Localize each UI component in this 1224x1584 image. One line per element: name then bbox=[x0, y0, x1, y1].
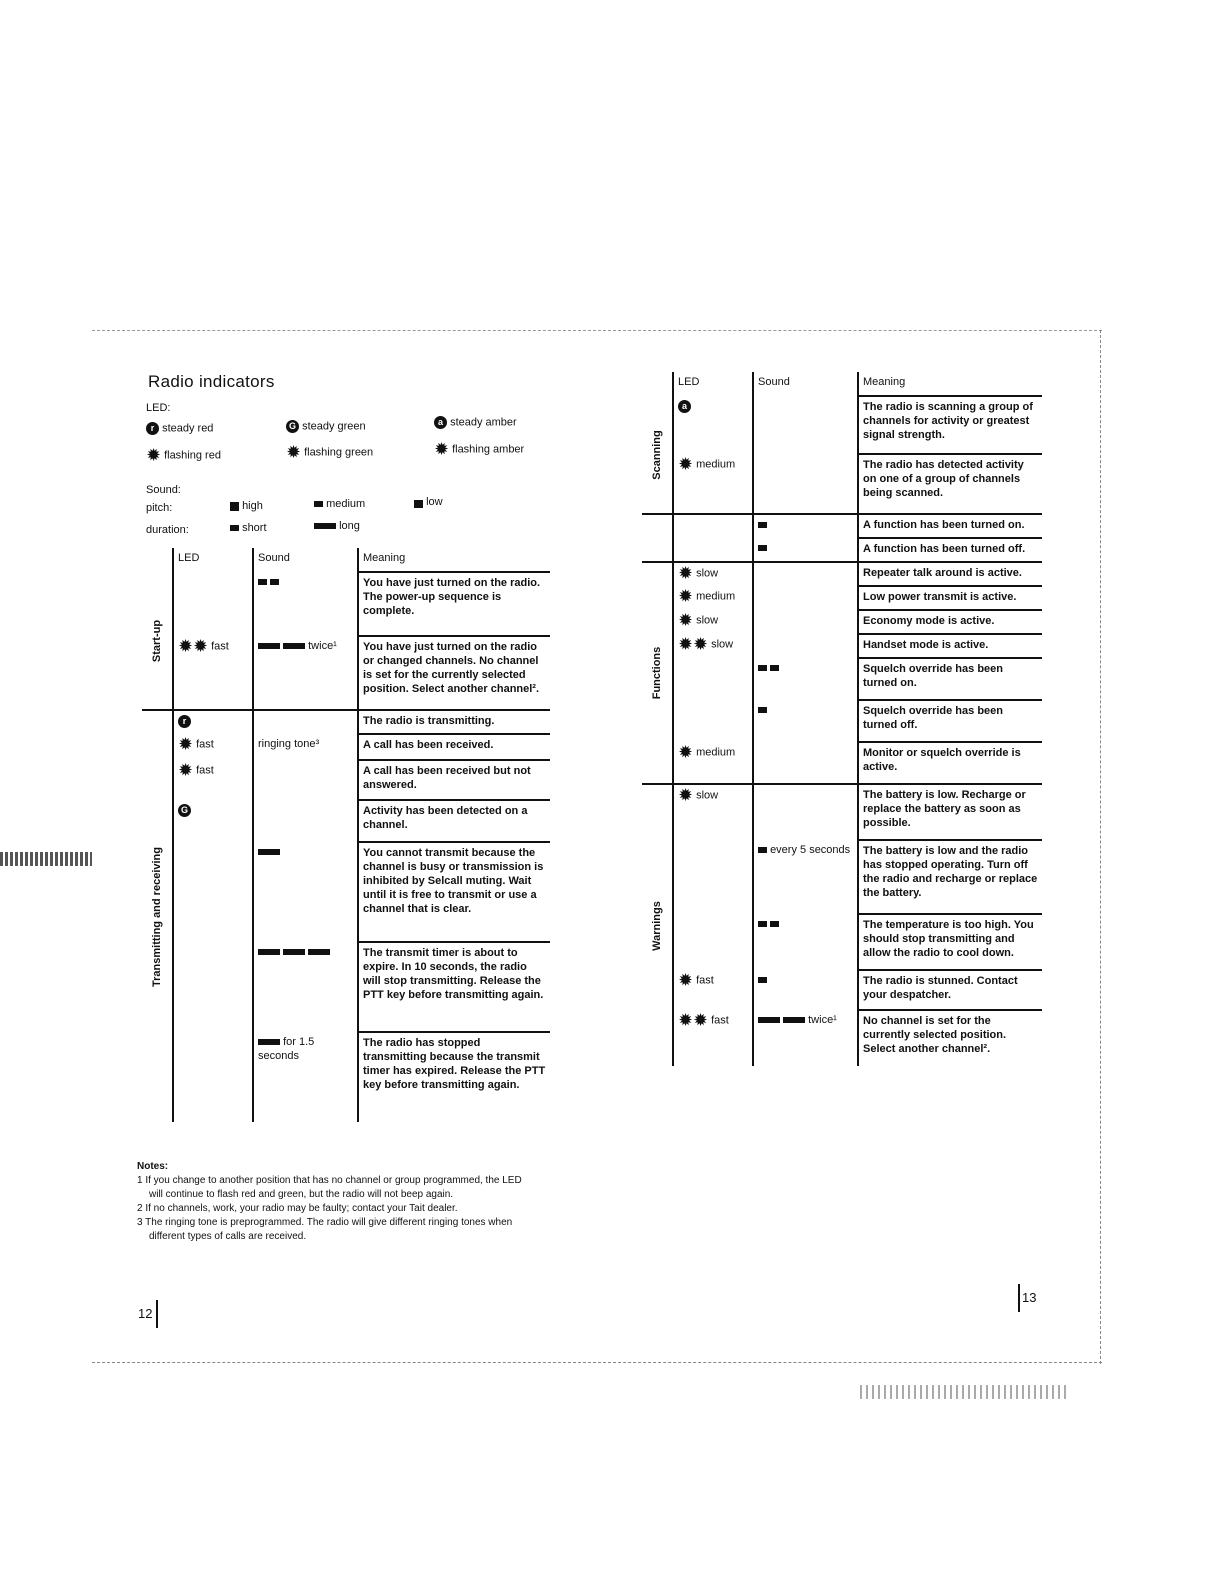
long-tone-icon bbox=[283, 949, 305, 955]
long-tone-icon bbox=[258, 849, 280, 855]
page-number-left: 12 bbox=[138, 1306, 153, 1321]
legend-pitch-medium bbox=[314, 498, 365, 510]
sound-cell bbox=[253, 842, 358, 942]
sound-cell bbox=[253, 760, 358, 800]
led-cell bbox=[173, 800, 253, 842]
meaning-cell: Economy mode is active. bbox=[858, 610, 1042, 634]
sound-cell bbox=[753, 454, 858, 514]
col-header-sound: Sound bbox=[253, 548, 358, 572]
flashing-green-icon: ✹ bbox=[194, 638, 207, 655]
legend-label: steady amber bbox=[450, 416, 517, 429]
sound-cell bbox=[753, 396, 858, 454]
meaning-cell: Repeater talk around is active. bbox=[858, 562, 1042, 586]
short-tone-icon bbox=[758, 665, 767, 671]
meaning-cell: The battery is low. Recharge or replace the battery as soon as possible. bbox=[858, 784, 1042, 840]
steady-amber-icon: a bbox=[678, 400, 691, 413]
left-indicator-table bbox=[142, 548, 550, 1122]
led-cell bbox=[173, 842, 253, 942]
legend-label: steady red bbox=[162, 422, 214, 435]
short-tone-icon bbox=[758, 707, 767, 713]
led-cell: ✹ medium bbox=[673, 586, 753, 610]
flashing-red-icon: ✹ bbox=[679, 1012, 692, 1029]
flashing-amber-icon: ✹ bbox=[679, 588, 692, 605]
legend-label: high bbox=[242, 500, 263, 512]
meaning-cell: The battery is low and the radio has stopped operating. Turn off the radio and recharge or replace the battery. bbox=[858, 840, 1042, 914]
scan-noise bbox=[0, 852, 92, 866]
meaning-cell: Squelch override has been turned off. bbox=[858, 700, 1042, 742]
short-tone-icon bbox=[758, 522, 767, 528]
low-pitch-icon bbox=[414, 500, 423, 508]
led-cell bbox=[673, 700, 753, 742]
sound-cell bbox=[253, 800, 358, 842]
led-cell: ✹ ✹ slow bbox=[673, 634, 753, 658]
flashing-red-icon: ✹ bbox=[147, 447, 160, 464]
legend-sound-label: Sound: bbox=[146, 484, 181, 496]
legend-duration-short bbox=[230, 522, 267, 534]
flashing-green-icon: ✹ bbox=[287, 444, 300, 461]
col-header-sound: Sound bbox=[753, 372, 858, 396]
led-cell: ✹ fast bbox=[673, 970, 753, 1010]
sound-cell bbox=[753, 914, 858, 970]
notes-heading: Notes: bbox=[137, 1161, 169, 1172]
meaning-cell: Monitor or squelch override is active. bbox=[858, 742, 1042, 784]
scan-noise bbox=[860, 1385, 1070, 1399]
meaning-cell: Handset mode is active. bbox=[858, 634, 1042, 658]
group-label-transmitting: Transmitting and receiving bbox=[142, 710, 173, 1122]
led-cell bbox=[173, 942, 253, 1032]
led-cell bbox=[673, 538, 753, 562]
col-header-meaning: Meaning bbox=[358, 548, 550, 572]
meaning-cell: A function has been turned on. bbox=[858, 514, 1042, 538]
led-cell: ✹ slow bbox=[673, 610, 753, 634]
legend-led-label: LED: bbox=[146, 402, 171, 414]
sound-cell: ringing tone³ bbox=[253, 734, 358, 760]
sound-cell: twice¹ bbox=[253, 636, 358, 710]
meaning-cell: Activity has been detected on a channel. bbox=[358, 800, 550, 842]
meaning-cell: The radio is stunned. Contact your despatcher. bbox=[858, 970, 1042, 1010]
led-cell: ✹ fast bbox=[173, 734, 253, 760]
legend-flashing-amber bbox=[434, 442, 524, 457]
long-tone-icon bbox=[283, 643, 305, 649]
sound-cell bbox=[753, 784, 858, 840]
legend-label: flashing green bbox=[304, 446, 374, 459]
group-label-functions: Functions bbox=[642, 562, 673, 784]
flashing-amber-icon: ✹ bbox=[179, 762, 192, 779]
short-duration-icon bbox=[230, 525, 239, 531]
long-tone-icon bbox=[258, 643, 280, 649]
page-title: Radio indicators bbox=[148, 372, 275, 391]
steady-red-icon: r bbox=[178, 715, 191, 728]
short-tone-icon bbox=[758, 977, 767, 983]
sound-cell bbox=[753, 634, 858, 658]
long-duration-icon bbox=[314, 523, 336, 529]
page-border-top bbox=[92, 330, 1102, 331]
led-cell bbox=[173, 572, 253, 636]
notes-section bbox=[137, 1160, 537, 1244]
flashing-red-icon: ✹ bbox=[679, 972, 692, 989]
steady-red-icon: r bbox=[146, 422, 159, 435]
page-number-rule bbox=[156, 1300, 158, 1328]
steady-green-icon: G bbox=[178, 804, 191, 817]
meaning-cell: The radio has detected activity on one of a group of channels being scanned. bbox=[858, 454, 1042, 514]
flashing-amber-icon: ✹ bbox=[435, 441, 448, 458]
legend-label: short bbox=[242, 522, 267, 534]
flashing-amber-icon: ✹ bbox=[679, 565, 692, 582]
meaning-cell: The radio is scanning a group of channels for activity or greatest signal strength. bbox=[858, 396, 1042, 454]
page-border-right bbox=[1100, 330, 1101, 1364]
sound-cell bbox=[753, 658, 858, 700]
legend-duration-long bbox=[314, 520, 360, 532]
short-tone-icon bbox=[758, 921, 767, 927]
legend-label: long bbox=[339, 520, 360, 532]
col-header-meaning: Meaning bbox=[858, 372, 1042, 396]
led-cell: ✹ fast bbox=[173, 760, 253, 800]
sound-cell bbox=[753, 970, 858, 1010]
note-item: 2 If no channels, work, your radio may be faulty; contact your Tait dealer. bbox=[137, 1203, 458, 1214]
sound-cell: twice¹ bbox=[753, 1010, 858, 1066]
sound-cell bbox=[253, 572, 358, 636]
long-tone-icon bbox=[308, 949, 330, 955]
flashing-red-icon: ✹ bbox=[679, 787, 692, 804]
sound-cell bbox=[753, 700, 858, 742]
short-tone-icon bbox=[770, 665, 779, 671]
legend-flashing-red bbox=[146, 448, 221, 463]
legend-pitch-label: pitch: bbox=[146, 502, 173, 514]
led-cell bbox=[673, 396, 753, 454]
flashing-green-icon: ✹ bbox=[679, 636, 692, 653]
led-cell: ✹ ✹ fast bbox=[673, 1010, 753, 1066]
col-header-led: LED bbox=[673, 372, 753, 396]
meaning-cell: You cannot transmit because the channel is busy or transmission is inhibited by Selcall muting. Wait until it is free to transmit or use a channel that is clear. bbox=[358, 842, 550, 942]
led-cell bbox=[673, 658, 753, 700]
sound-cell bbox=[753, 514, 858, 538]
legend-steady-green bbox=[286, 420, 366, 433]
short-tone-icon bbox=[770, 921, 779, 927]
meaning-cell: No channel is set for the currently selected position. Select another channel². bbox=[858, 1010, 1042, 1066]
flashing-amber-icon: ✹ bbox=[694, 636, 707, 653]
sound-cell bbox=[753, 586, 858, 610]
long-tone-icon bbox=[258, 1039, 280, 1045]
meaning-cell: The temperature is too high. You should stop transmitting and allow the radio to cool down. bbox=[858, 914, 1042, 970]
led-cell bbox=[673, 840, 753, 914]
legend-steady-amber bbox=[434, 416, 517, 429]
meaning-cell: A call has been received but not answered. bbox=[358, 760, 550, 800]
legend-steady-red bbox=[146, 422, 213, 435]
steady-green-icon: G bbox=[286, 420, 299, 433]
flashing-green-icon: ✹ bbox=[179, 736, 192, 753]
sound-cell: every 5 seconds bbox=[753, 840, 858, 914]
group-label-blank bbox=[642, 514, 673, 562]
legend-pitch-high bbox=[230, 500, 263, 512]
sound-cell bbox=[753, 610, 858, 634]
led-cell: ✹ ✹ fast bbox=[173, 636, 253, 710]
note-item: 1 If you change to another position that has no channel or group programmed, the LED will continue to flash red and green, but the radio will not beep again. bbox=[137, 1175, 522, 1200]
led-cell: ✹ slow bbox=[673, 562, 753, 586]
flashing-amber-icon: ✹ bbox=[679, 456, 692, 473]
meaning-cell: You have just turned on the radio. The power-up sequence is complete. bbox=[358, 572, 550, 636]
medium-pitch-icon bbox=[314, 501, 323, 507]
flashing-amber-icon: ✹ bbox=[679, 744, 692, 761]
short-tone-icon bbox=[270, 579, 279, 585]
legend-flashing-green bbox=[286, 445, 373, 460]
group-label-warnings: Warnings bbox=[642, 784, 673, 1066]
led-cell: ✹ medium bbox=[673, 454, 753, 514]
flashing-green-icon: ✹ bbox=[679, 612, 692, 629]
meaning-cell: The radio is transmitting. bbox=[358, 710, 550, 734]
sound-cell bbox=[753, 562, 858, 586]
meaning-cell: You have just turned on the radio or changed channels. No channel is set for the currently selected position. Select another channel². bbox=[358, 636, 550, 710]
note-item: 3 The ringing tone is preprogrammed. The radio will give different ringing tones when different types of calls are received. bbox=[137, 1217, 513, 1242]
legend-label: flashing amber bbox=[452, 443, 525, 456]
legend-label: steady green bbox=[302, 420, 366, 433]
short-tone-icon bbox=[758, 545, 767, 551]
led-cell: ✹ medium bbox=[673, 742, 753, 784]
meaning-cell: A call has been received. bbox=[358, 734, 550, 760]
legend-label: low bbox=[426, 496, 443, 508]
sound-cell bbox=[253, 710, 358, 734]
right-indicator-table bbox=[642, 372, 1042, 1066]
led-cell bbox=[173, 710, 253, 734]
short-tone-icon bbox=[258, 579, 267, 585]
long-tone-icon bbox=[783, 1017, 805, 1023]
legend-label: medium bbox=[326, 498, 366, 510]
flashing-green-icon: ✹ bbox=[694, 1012, 707, 1029]
col-header-led: LED bbox=[173, 548, 253, 572]
meaning-cell: Low power transmit is active. bbox=[858, 586, 1042, 610]
page-border-bottom bbox=[92, 1362, 1102, 1363]
high-pitch-icon bbox=[230, 502, 239, 511]
legend-pitch-low bbox=[414, 496, 443, 508]
sound-cell bbox=[753, 538, 858, 562]
group-label-scanning: Scanning bbox=[651, 429, 663, 480]
steady-amber-icon: a bbox=[434, 416, 447, 429]
led-cell bbox=[173, 1032, 253, 1122]
legend-duration-label: duration: bbox=[146, 524, 189, 536]
led-cell: ✹ slow bbox=[673, 784, 753, 840]
page-number-rule bbox=[1018, 1284, 1020, 1312]
short-tone-icon bbox=[758, 847, 767, 853]
meaning-cell: The transmit timer is about to expire. In 10 seconds, the radio will stop transmitting. Release the PTT key before transmitting again. bbox=[358, 942, 550, 1032]
flashing-red-icon: ✹ bbox=[179, 638, 192, 655]
group-label-startup: Start-up bbox=[151, 619, 163, 662]
led-cell bbox=[673, 514, 753, 538]
meaning-cell: Squelch override has been turned on. bbox=[858, 658, 1042, 700]
legend-label: flashing red bbox=[164, 449, 221, 462]
sound-cell: for 1.5 seconds bbox=[253, 1032, 358, 1122]
long-tone-icon bbox=[758, 1017, 780, 1023]
long-tone-icon bbox=[258, 949, 280, 955]
sound-cell bbox=[753, 742, 858, 784]
led-cell bbox=[673, 914, 753, 970]
page-number-right: 13 bbox=[1022, 1290, 1037, 1305]
meaning-cell: The radio has stopped transmitting because the transmit timer has expired. Release the PTT key before transmitting again. bbox=[358, 1032, 550, 1122]
meaning-cell: A function has been turned off. bbox=[858, 538, 1042, 562]
sound-cell bbox=[253, 942, 358, 1032]
